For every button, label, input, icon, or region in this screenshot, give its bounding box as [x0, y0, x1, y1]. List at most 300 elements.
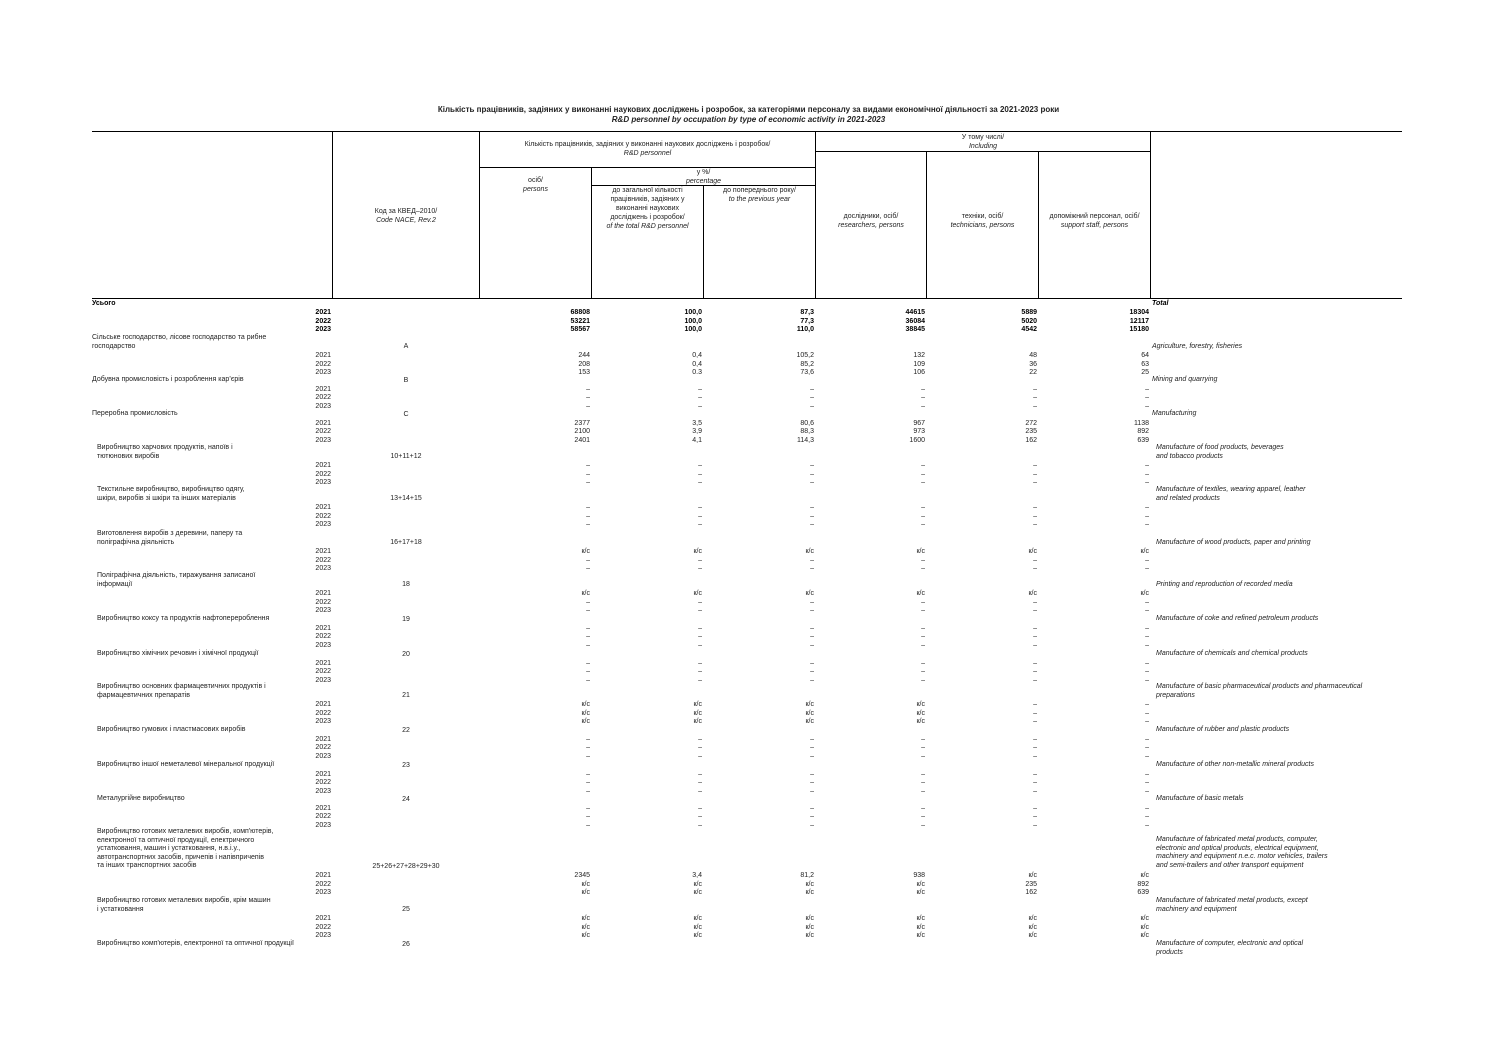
cell-researchers: к/с — [916, 915, 925, 923]
cell-pct-prev: – — [810, 385, 814, 393]
cell-pct-total: – — [698, 659, 702, 667]
cell-researchers: – — [921, 394, 925, 402]
row-label-en: Agriculture, forestry, fisheries — [1152, 342, 1243, 350]
cell-persons: – — [586, 813, 590, 821]
row-year: 2023 — [315, 369, 331, 377]
cell-pct-total: 0,4 — [692, 360, 702, 368]
cell-pct-total: – — [698, 752, 702, 760]
cell-technicians: 48 — [1029, 352, 1037, 360]
cell-persons: – — [586, 607, 590, 615]
cell-pct-prev: к/с — [805, 915, 814, 923]
cell-persons: к/с — [581, 880, 590, 888]
cell-technicians: – — [1033, 512, 1037, 520]
cell-technicians: – — [1033, 813, 1037, 821]
cell-pct-prev: – — [810, 744, 814, 752]
row-label-ua: поліграфічна діяльність — [97, 538, 175, 546]
cell-researchers: – — [921, 821, 925, 829]
cell-pct-total: к/с — [693, 889, 702, 897]
cell-pct-prev: 110,0 — [796, 326, 814, 334]
cell-researchers: – — [921, 779, 925, 787]
row-label-ua: Текстильне виробництво, виробництво одягу, — [97, 486, 245, 493]
row-label-en: products — [1156, 948, 1183, 956]
cell-researchers: – — [921, 479, 925, 487]
cell-pct-total: – — [698, 668, 702, 676]
cell-persons: – — [586, 512, 590, 520]
row-label-en: Mining and quarrying — [1152, 376, 1218, 383]
cell-pct-prev: к/с — [805, 718, 814, 726]
header-bottom-rule — [92, 298, 1402, 299]
cell-support: 25 — [1141, 369, 1149, 377]
cell-researchers: – — [921, 659, 925, 667]
row-year: 2022 — [315, 512, 331, 520]
cell-researchers: 36084 — [905, 317, 925, 325]
cell-pct-prev: к/с — [805, 701, 814, 709]
cell-support: – — [1145, 668, 1149, 676]
cell-pct-total: – — [698, 641, 702, 649]
cell-pct-total: 3,9 — [692, 428, 702, 436]
row-label-ua: устатковання, машин і устатковання, н.в.і.у., — [97, 845, 241, 853]
cell-researchers: – — [921, 470, 925, 478]
nace-code: 16+17+18 — [390, 539, 422, 547]
cell-technicians: – — [1033, 744, 1037, 752]
cell-persons: к/с — [581, 548, 590, 556]
cell-persons: – — [586, 470, 590, 478]
nace-code: 23 — [402, 761, 410, 769]
cell-researchers: 132 — [913, 352, 925, 360]
cell-persons: – — [586, 659, 590, 667]
row-label-ua: Виробництво харчових продуктів, напоїв і — [97, 444, 233, 451]
cell-pct-prev: – — [810, 821, 814, 829]
cell-support: – — [1145, 744, 1149, 752]
cell-support: – — [1145, 709, 1149, 717]
cell-researchers: 967 — [913, 419, 925, 427]
header-persons: осіб/ persons — [523, 177, 548, 193]
cell-support: – — [1145, 607, 1149, 615]
nace-code: A — [403, 343, 409, 351]
row-year: 2022 — [315, 779, 331, 787]
cell-pct-prev: – — [810, 735, 814, 743]
row-year: 2021 — [315, 701, 331, 709]
cell-support: – — [1145, 512, 1149, 520]
cell-technicians: к/с — [1028, 548, 1037, 556]
cell-support: – — [1145, 504, 1149, 512]
header-divider — [815, 151, 1150, 152]
header-percentage: у %/ percentage — [685, 169, 722, 185]
cell-technicians: 5020 — [1021, 317, 1037, 325]
cell-persons: – — [586, 479, 590, 487]
cell-support: к/с — [1140, 932, 1149, 940]
row-year: 2021 — [315, 419, 331, 427]
cell-support: – — [1145, 521, 1149, 529]
cell-pct-total: – — [698, 462, 702, 470]
cell-technicians: – — [1033, 394, 1037, 402]
header-researchers: дослідники, осіб/ researchers, persons — [838, 213, 904, 229]
cell-pct-total: к/с — [693, 590, 702, 598]
row-label-en: Manufacture of fabricated metal products, except — [1156, 897, 1308, 904]
cell-technicians: 22 — [1029, 369, 1037, 377]
row-label-en: and related products — [1156, 494, 1220, 502]
row-year: 2021 — [315, 659, 331, 667]
cell-pct-prev: к/с — [805, 709, 814, 717]
cell-pct-total: – — [698, 633, 702, 641]
row-label-en: Total — [1152, 300, 1169, 307]
cell-persons: – — [586, 668, 590, 676]
cell-pct-prev: 114,3 — [797, 436, 814, 444]
header-including: У тому числі/ Including — [961, 134, 1005, 150]
cell-researchers: – — [921, 385, 925, 393]
cell-pct-prev: к/с — [805, 889, 814, 897]
cell-persons: к/с — [581, 932, 590, 940]
cell-pct-prev: – — [810, 565, 814, 573]
cell-persons: 2345 — [574, 872, 590, 879]
cell-support: 18304 — [1129, 309, 1149, 316]
row-year: 2022 — [315, 633, 331, 641]
cell-researchers: – — [921, 633, 925, 641]
cell-support: к/с — [1140, 872, 1149, 879]
cell-pct-total: 0,4 — [692, 352, 702, 360]
row-year: 2023 — [315, 932, 331, 940]
row-year: 2023 — [315, 326, 331, 334]
cell-persons: – — [586, 565, 590, 573]
page-subtitle: R&D personnel by occupation by type of economic activity in 2021-2023 — [611, 115, 886, 124]
cell-technicians: – — [1033, 770, 1037, 778]
nace-code: 24 — [402, 795, 410, 803]
cell-technicians: – — [1033, 709, 1037, 717]
cell-technicians: – — [1033, 668, 1037, 676]
cell-researchers: 973 — [913, 428, 925, 436]
row-year: 2023 — [315, 479, 331, 487]
cell-pct-prev: – — [810, 641, 814, 649]
row-label-ua: Виробництво гумових і пластмасових виробів — [97, 726, 246, 733]
cell-researchers: – — [921, 607, 925, 615]
cell-pct-total: 100,0 — [684, 317, 702, 325]
row-year: 2022 — [315, 556, 331, 564]
cell-technicians: – — [1033, 659, 1037, 667]
cell-support: 12117 — [1129, 317, 1149, 325]
cell-persons: к/с — [581, 701, 590, 709]
cell-support: – — [1145, 787, 1149, 795]
row-label-en: Manufacture of rubber and plastic products — [1156, 726, 1290, 733]
cell-technicians: – — [1033, 565, 1037, 573]
cell-technicians: – — [1033, 598, 1037, 606]
cell-technicians: 272 — [1025, 419, 1037, 427]
cell-pct-total: к/с — [693, 880, 702, 888]
cell-support: – — [1145, 752, 1149, 760]
cell-pct-prev: – — [810, 402, 814, 410]
cell-researchers: к/с — [916, 880, 925, 888]
cell-persons: – — [586, 394, 590, 402]
nace-code: C — [403, 410, 409, 418]
cell-pct-total: к/с — [693, 548, 702, 556]
cell-support: – — [1145, 556, 1149, 564]
cell-support: – — [1145, 479, 1149, 487]
cell-researchers: 109 — [913, 360, 925, 368]
cell-persons: 208 — [578, 360, 590, 368]
cell-researchers: к/с — [916, 932, 925, 940]
cell-researchers: 938 — [913, 872, 925, 879]
cell-technicians: – — [1033, 470, 1037, 478]
cell-pct-total: к/с — [693, 701, 702, 709]
cell-pct-prev: – — [810, 504, 814, 512]
row-label-ua: автотранспортних засобів, причепів і напівпричепів — [97, 853, 264, 861]
cell-support: – — [1145, 821, 1149, 829]
row-label-en: Manufacture of basic pharmaceutical products and pharmaceutical — [1156, 683, 1363, 690]
cell-pct-prev: к/с — [805, 932, 814, 940]
row-label-en: Manufacture of computer, electronic and optical — [1156, 940, 1304, 947]
cell-pct-prev: 80,6 — [800, 419, 814, 427]
row-year: 2022 — [315, 394, 331, 402]
cell-pct-prev: – — [810, 598, 814, 606]
nace-code: 20 — [402, 650, 410, 658]
cell-researchers: – — [921, 624, 925, 632]
cell-researchers: – — [921, 744, 925, 752]
cell-technicians: 36 — [1029, 360, 1037, 368]
cell-pct-prev: 73,6 — [800, 369, 814, 377]
cell-technicians: – — [1033, 821, 1037, 829]
cell-support: – — [1145, 462, 1149, 470]
cell-pct-total: – — [698, 735, 702, 743]
cell-researchers: к/с — [916, 718, 925, 726]
nace-code: 21 — [402, 692, 410, 700]
row-label-ua: та інших транспортних засобів — [97, 862, 197, 870]
cell-researchers: – — [921, 735, 925, 743]
cell-researchers: 38845 — [905, 326, 925, 334]
cell-persons: – — [586, 676, 590, 684]
nace-code: 25+26+27+28+29+30 — [372, 863, 440, 870]
row-year: 2021 — [315, 624, 331, 632]
cell-researchers: – — [921, 752, 925, 760]
cell-persons: 153 — [578, 369, 590, 377]
row-year: 2021 — [315, 309, 331, 316]
cell-technicians: – — [1033, 676, 1037, 684]
header-code: Код за КВЕД–2010/ Code NACE, Rev.2 — [374, 208, 438, 224]
cell-persons: – — [586, 641, 590, 649]
cell-pct-total: – — [698, 804, 702, 812]
cell-persons: 244 — [578, 352, 590, 360]
row-label-en: preparations — [1156, 691, 1195, 699]
row-year: 2023 — [315, 565, 331, 573]
cell-pct-prev: – — [810, 770, 814, 778]
nace-code: 10+11+12 — [390, 453, 422, 461]
nace-code: 22 — [402, 726, 410, 734]
cell-technicians: – — [1033, 804, 1037, 812]
cell-support: – — [1145, 385, 1149, 393]
cell-persons: – — [586, 804, 590, 812]
row-label-en: Manufacture of chemicals and chemical products — [1156, 650, 1308, 657]
cell-pct-prev: – — [810, 779, 814, 787]
cell-pct-prev: – — [810, 676, 814, 684]
cell-technicians: – — [1033, 787, 1037, 795]
row-label-en: and semi-trailers and other transport equipment — [1156, 861, 1304, 869]
cell-technicians: 162 — [1025, 889, 1037, 897]
cell-support: 63 — [1141, 360, 1149, 368]
cell-support: – — [1145, 701, 1149, 709]
cell-persons: – — [586, 504, 590, 512]
cell-pct-prev: 77,3 — [800, 317, 814, 325]
cell-pct-total: – — [698, 565, 702, 573]
row-year: 2021 — [315, 770, 331, 778]
cell-technicians: 235 — [1025, 880, 1037, 888]
cell-pct-total: – — [698, 821, 702, 829]
cell-pct-total: к/с — [693, 915, 702, 923]
row-year: 2021 — [315, 504, 331, 512]
cell-pct-total: 0.3 — [692, 369, 702, 377]
row-year: 2022 — [315, 598, 331, 606]
cell-researchers: – — [921, 668, 925, 676]
cell-persons: к/с — [581, 915, 590, 923]
cell-pct-prev: – — [810, 668, 814, 676]
row-label-ua: електронної та оптичної продукції, електричного — [97, 836, 255, 844]
cell-persons: к/с — [581, 923, 590, 931]
row-label-ua: і устатковання — [97, 905, 144, 913]
cell-pct-prev: – — [810, 556, 814, 564]
cell-researchers: 44615 — [905, 309, 925, 316]
cell-technicians: к/с — [1028, 932, 1037, 940]
row-year: 2023 — [315, 718, 331, 726]
row-year: 2022 — [315, 668, 331, 676]
cell-technicians: – — [1033, 633, 1037, 641]
row-label-en: Manufacture of basic metals — [1156, 795, 1244, 802]
cell-pct-total: – — [698, 624, 702, 632]
cell-researchers: – — [921, 462, 925, 470]
row-year: 2023 — [315, 641, 331, 649]
row-label-ua: Виробництво коксу та продуктів нафтоперероблення — [97, 615, 270, 622]
cell-pct-total: – — [698, 787, 702, 795]
cell-persons: 68808 — [570, 309, 590, 316]
row-year: 2021 — [315, 590, 331, 598]
row-label-en: Printing and reproduction of recorded media — [1156, 580, 1293, 588]
row-year: 2022 — [315, 360, 331, 368]
cell-pct-total: – — [698, 402, 702, 410]
cell-researchers: – — [921, 598, 925, 606]
cell-pct-total: к/с — [693, 932, 702, 940]
cell-technicians: – — [1033, 718, 1037, 726]
row-year: 2022 — [315, 813, 331, 821]
cell-researchers: к/с — [916, 590, 925, 598]
cell-pct-total: к/с — [693, 709, 702, 717]
cell-persons: к/с — [581, 709, 590, 717]
row-label-ua: Виробництво комп'ютерів, електронної та оптичної продукції — [97, 940, 294, 947]
cell-persons: 2100 — [574, 428, 590, 436]
cell-persons: к/с — [581, 590, 590, 598]
cell-technicians: – — [1033, 462, 1037, 470]
cell-pct-total: – — [698, 470, 702, 478]
cell-pct-total: – — [698, 607, 702, 615]
cell-researchers: – — [921, 521, 925, 529]
header-pct-total: до загальної кількості працівників, задіяних у виконанні наукових досліджень і розробок/ of the total R&D personnel — [606, 187, 689, 230]
cell-technicians: – — [1033, 752, 1037, 760]
cell-persons: – — [586, 462, 590, 470]
row-year: 2023 — [315, 436, 331, 444]
row-label-ua: Виготовлення виробів з деревини, паперу та — [97, 530, 243, 537]
cell-support: – — [1145, 718, 1149, 726]
cell-technicians: к/с — [1028, 590, 1037, 598]
cell-support: 892 — [1137, 880, 1149, 888]
cell-support: – — [1145, 659, 1149, 667]
cell-researchers: – — [921, 504, 925, 512]
cell-persons: – — [586, 779, 590, 787]
cell-researchers: 106 — [913, 369, 925, 377]
cell-technicians: – — [1033, 735, 1037, 743]
cell-persons: – — [586, 521, 590, 529]
cell-persons: – — [586, 598, 590, 606]
cell-technicians: – — [1033, 385, 1037, 393]
cell-pct-prev: – — [810, 752, 814, 760]
cell-researchers: – — [921, 770, 925, 778]
row-year: 2023 — [315, 752, 331, 760]
cell-support: 892 — [1137, 428, 1149, 436]
cell-technicians: – — [1033, 607, 1037, 615]
cell-researchers: – — [921, 676, 925, 684]
cell-support: – — [1145, 770, 1149, 778]
row-year: 2021 — [315, 548, 331, 556]
cell-support: 639 — [1137, 436, 1149, 444]
cell-support: – — [1145, 402, 1149, 410]
row-label-ua: Виробництво основних фармацевтичних продуктів і — [97, 683, 266, 690]
cell-support: 1138 — [1133, 419, 1149, 427]
cell-pct-total: 3,5 — [692, 419, 702, 427]
row-label-ua: Виробництво готових металевих виробів, крім машин — [97, 897, 271, 904]
header-support: допоміжний персонал, осіб/ support staff, persons — [1049, 213, 1140, 229]
nace-code: 25 — [402, 906, 410, 914]
cell-persons: к/с — [581, 889, 590, 897]
row-label-en: machinery and equipment n.e.c. motor vehicles, trailers — [1156, 853, 1328, 861]
cell-technicians: 5889 — [1021, 309, 1037, 316]
cell-pct-total: к/с — [693, 718, 702, 726]
cell-technicians: – — [1033, 779, 1037, 787]
row-year: 2021 — [315, 735, 331, 743]
cell-pct-total: – — [698, 813, 702, 821]
cell-pct-prev: к/с — [805, 880, 814, 888]
row-year: 2023 — [315, 676, 331, 684]
cell-pct-total: – — [698, 770, 702, 778]
row-year: 2022 — [315, 428, 331, 436]
cell-persons: – — [586, 787, 590, 795]
cell-support: к/с — [1140, 915, 1149, 923]
cell-pct-total: – — [698, 676, 702, 684]
nace-code: B — [403, 376, 409, 384]
row-year: 2022 — [315, 880, 331, 888]
cell-pct-total: 100,0 — [684, 326, 702, 334]
cell-pct-total: – — [698, 479, 702, 487]
cell-support: – — [1145, 565, 1149, 573]
row-label-en: Manufacture of coke and refined petroleum products — [1156, 615, 1319, 622]
cell-support: – — [1145, 598, 1149, 606]
cell-pct-prev: – — [810, 813, 814, 821]
cell-technicians: 162 — [1025, 436, 1037, 444]
row-year: 2022 — [315, 317, 331, 325]
cell-technicians: к/с — [1028, 915, 1037, 923]
row-year: 2021 — [315, 804, 331, 812]
header-technicians: техніки, осіб/ technicians, persons — [950, 213, 1015, 229]
header-divider — [1150, 131, 1151, 298]
cell-pct-total: – — [698, 512, 702, 520]
row-year: 2022 — [315, 744, 331, 752]
cell-technicians: – — [1033, 556, 1037, 564]
cell-pct-prev: – — [810, 470, 814, 478]
cell-persons: 2377 — [574, 419, 590, 427]
row-year: 2023 — [315, 821, 331, 829]
cell-pct-total: 3,4 — [692, 872, 702, 879]
cell-pct-prev: – — [810, 607, 814, 615]
cell-researchers: к/с — [916, 709, 925, 717]
cell-researchers: – — [921, 813, 925, 821]
cell-pct-total: – — [698, 521, 702, 529]
cell-pct-total: – — [698, 504, 702, 512]
cell-researchers: к/с — [916, 923, 925, 931]
header-pct-prev: до попереднього року/ to the previous year — [722, 187, 797, 203]
row-year: 2023 — [315, 402, 331, 410]
